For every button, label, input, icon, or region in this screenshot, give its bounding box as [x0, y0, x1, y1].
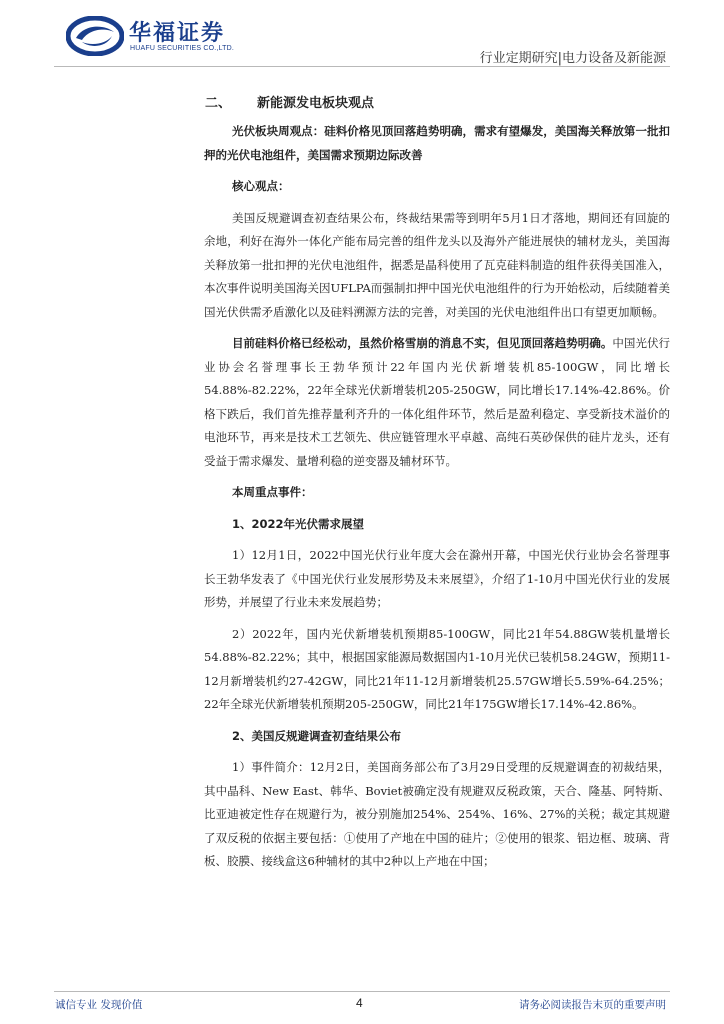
report-category: 行业定期研究|电力设备及新能源: [479, 51, 666, 66]
key-events-label: 本周重点事件：: [232, 485, 313, 499]
price-trend-highlight: 目前硅料价格已经松动，虽然价格雪崩的消息不实，但见顶回落趋势明确。: [232, 336, 613, 350]
event-1-paragraph-2: 2）2022年，国内光伏新增装机预期85-100GW，同比21年54.88GW装机量增长54.88%-82.22%；其中，根据国家能源局数据国内1-10月光伏已装机58.24GW，预期11-12月新增装机约27-42GW，同比21年11-12月新增装机25.57GW增长5.59%-64.25%；22年全球光伏新增装机预期205-250GW，同比21年175GW增长17.14%-42.86%。: [204, 626, 670, 711]
event-1-title: 1、2022年光伏需求展望: [232, 516, 365, 531]
core-view-paragraph-1: 美国反规避调查初查结果公布，终裁结果需等到明年5月1日才落地，期间还有回旋的余地，利好在海外一体化产能布局完善的组件龙头以及海外产能进展快的辅材龙头，美国海关释放第一批扣押的光伏电池组件，据悉是晶科使用了瓦克硅料制造的组件获得美国准入，本次事件说明美国海关因UFLPA而强制扣押中国光伏电池组件的行为开始松动，后续随着美国光伏供需矛盾激化以及硅料溯源方法的完善，对美国的光伏电池组件出口有望更加顺畅。: [204, 210, 670, 319]
event-1-paragraph-1: 1）12月1日，2022中国光伏行业年度大会在滁州开幕，中国光伏行业协会名誉理事长王勃华发表了《中国光伏行业发展形势及未来展望》，介绍了1-10月中国光伏行业的发展形势，并展望了行业未来发展趋势；: [204, 548, 670, 609]
section-number: 二、: [205, 96, 232, 111]
page-header: [0, 0, 724, 72]
event-2-title: 2、美国反规避调查初查结果公布: [232, 728, 401, 743]
page-number: 4: [356, 996, 363, 1010]
report-body: [204, 120, 670, 874]
weekly-view-summary: 光伏板块周观点：硅料价格见顶回落趋势明确，需求有望爆发，美国海关释放第一批扣押的光伏电池组件，美国需求预期边际改善: [204, 124, 671, 162]
huafu-logo-icon: [66, 16, 124, 56]
footer-divider: [54, 991, 670, 992]
core-view-label: 核心观点：: [232, 179, 290, 193]
event-2-paragraph-1: 1）事件简介：12月2日，美国商务部公布了3月29日受理的反规避调查的初裁结果，其中晶科、New East、韩华、Boviet被确定没有规避双反税政策，天合、隆基、阿特斯、比亚迪被定性存在规避行为，被分别施加254%、254%、16%、27%的关税；裁定其规避了双反税的依据主要包括：①使用了产地在中国的硅片；②使用的银浆、铝边框、玻璃、背板、胶膜、接线盒这6种辅材的其中2种以上产地在中国；: [204, 760, 670, 868]
section-title: 新能源发电板块观点: [257, 96, 375, 111]
footer-slogan: 诚信专业 发现价值: [55, 999, 143, 1011]
logo-chinese-name: 华福证券: [129, 21, 226, 46]
header-divider: [54, 66, 670, 67]
logo-english-name: HUAFU SECURITIES CO.,LTD.: [130, 45, 235, 52]
footer-disclaimer: 请务必阅读报告末页的重要声明: [519, 999, 666, 1011]
core-view-paragraph-2: 目前硅料价格已经松动，虽然价格雪崩的消息不实，但见顶回落趋势明确。中国光伏行业协会名誉理事长王勃华预计22年国内光伏新增装机85-100GW，同比增长54.88%-82.22%，22年全球光伏新增装机205-250GW，同比增长17.14%-42.86%。价格下跌后，我们首先推荐量利齐升的一体化组件环节，然后是盈利稳定、享受新技术溢价的电池环节，再来是技术工艺领先、供应链管理水平卓越、高纯石英砂保供的硅片龙头，还有受益于需求爆发、量增利稳的逆变器及辅材环节。: [204, 336, 670, 468]
